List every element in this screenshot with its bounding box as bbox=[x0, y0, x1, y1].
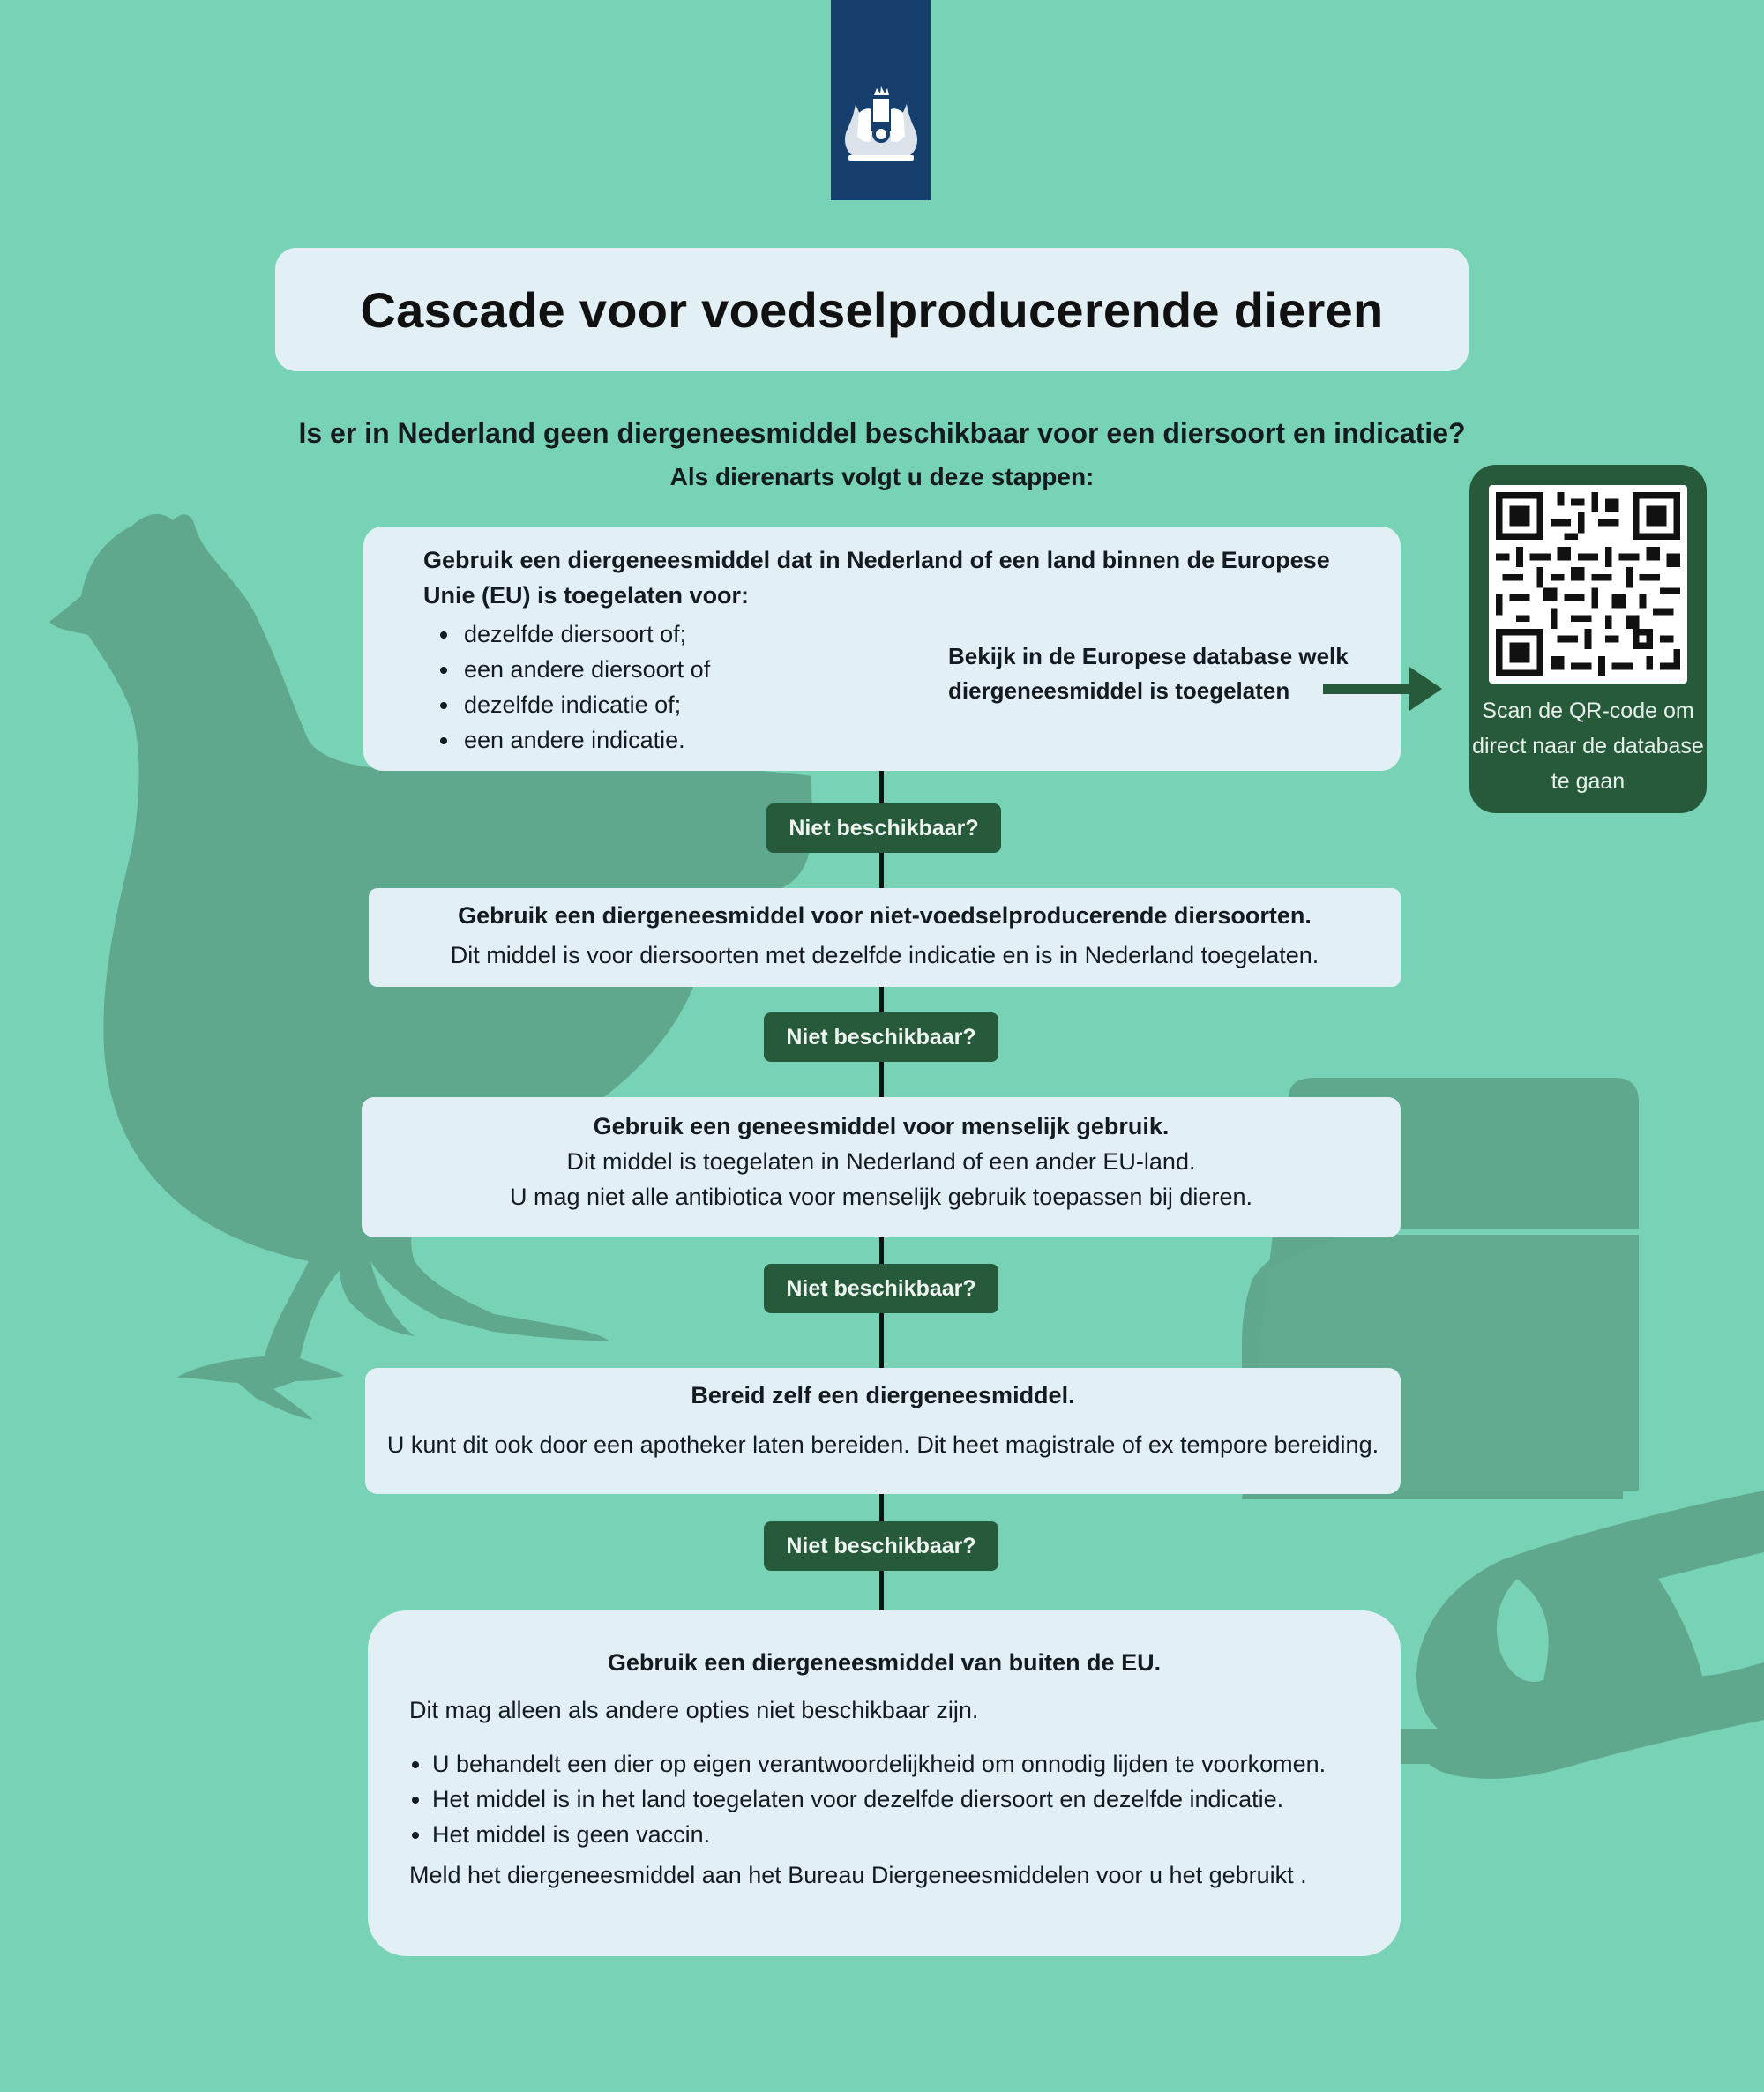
step-5-box bbox=[368, 1610, 1401, 1956]
connector-line bbox=[879, 1062, 884, 1097]
list-item: • U behandelt een dier op eigen verantwoordelijkheid om onnodig lijden te voorkomen. bbox=[432, 1746, 1326, 1782]
intro-question: Is er in Nederland geen diergeneesmiddel beschikbaar voor een diersoort en indicatie? bbox=[298, 417, 1466, 449]
connector-line bbox=[879, 987, 884, 1012]
step-1-bullet-list bbox=[423, 616, 710, 758]
step-5-intro: Dit mag alleen als andere opties niet beschikbaar zijn. bbox=[409, 1697, 979, 1723]
not-available-badge: Niet beschikbaar? bbox=[764, 1264, 998, 1313]
step-2-title: Gebruik een diergeneesmiddel voor niet-voedselproducerende diersoorten. bbox=[458, 902, 1312, 929]
step-5-title: Gebruik een diergeneesmiddel van buiten de EU. bbox=[607, 1649, 1162, 1676]
step-2-box bbox=[369, 888, 1401, 987]
step-3-line-1: Dit middel is toegelaten in Nederland of een ander EU-land. bbox=[566, 1148, 1196, 1175]
step-4-box bbox=[365, 1368, 1401, 1494]
connector-line bbox=[879, 771, 884, 803]
step-1-lead: Gebruik een diergeneesmiddel dat in Nederland of een land binnen de Europese Unie (EU) is toegelaten voor: bbox=[423, 547, 1330, 609]
not-available-badge: Niet beschikbaar? bbox=[764, 1012, 998, 1062]
list-item: • een andere indicatie. bbox=[460, 722, 710, 758]
connector-line bbox=[879, 1237, 884, 1264]
step-5-closing: Meld het diergeneesmiddel aan het Bureau Diergeneesmiddelen voor u het gebruikt . bbox=[409, 1862, 1307, 1888]
step-1-box bbox=[363, 527, 1401, 771]
dutch-royal-coat-of-arms-icon bbox=[831, 0, 931, 200]
step-5-bullet-list bbox=[409, 1746, 1326, 1852]
not-available-badge: Niet beschikbaar? bbox=[766, 803, 1001, 853]
list-item: • dezelfde indicatie of; bbox=[460, 687, 710, 722]
step-3-title: Gebruik een geneesmiddel voor menselijk gebruik. bbox=[593, 1113, 1170, 1139]
page-title-box bbox=[275, 248, 1469, 371]
page-title: Cascade voor voedselproducerende dieren bbox=[360, 281, 1384, 338]
connector-line bbox=[879, 1494, 884, 1521]
government-logo-bar bbox=[831, 0, 931, 200]
step-4-title: Bereid zelf een diergeneesmiddel. bbox=[691, 1382, 1075, 1408]
not-available-badge: Niet beschikbaar? bbox=[764, 1521, 998, 1571]
list-item: • een andere diersoort of bbox=[460, 652, 710, 687]
step-3-line-2: U mag niet alle antibiotica voor menselijk gebruik toepassen bij dieren. bbox=[510, 1184, 1252, 1210]
database-note: Bekijk in de Europese database welk diergeneesmiddel is toegelaten bbox=[948, 643, 1349, 704]
connector-line bbox=[879, 1313, 884, 1368]
connector-line bbox=[879, 853, 884, 888]
step-2-text: Dit middel is voor diersoorten met dezelfde indicatie en is in Nederland toegelaten. bbox=[450, 942, 1319, 968]
connector-line bbox=[879, 1571, 884, 1610]
qr-code-icon[interactable] bbox=[1489, 485, 1687, 684]
step-3-box bbox=[362, 1097, 1401, 1237]
arrow-right-icon bbox=[1323, 667, 1442, 711]
intro-instruction: Als dierenarts volgt u deze stappen: bbox=[669, 463, 1095, 490]
qr-caption: Scan de QR-code om direct naar de database te gaan bbox=[1472, 699, 1704, 794]
list-item: • Het middel is in het land toegelaten voor dezelfde diersoort en dezelfde indicatie. bbox=[432, 1782, 1326, 1817]
qr-card[interactable] bbox=[1469, 465, 1707, 813]
list-item: • dezelfde diersoort of; bbox=[460, 616, 710, 652]
list-item: • Het middel is geen vaccin. bbox=[432, 1817, 1326, 1852]
step-4-text: U kunt dit ook door een apotheker laten bereiden. Dit heet magistrale of ex tempore bereiding. bbox=[386, 1431, 1379, 1458]
